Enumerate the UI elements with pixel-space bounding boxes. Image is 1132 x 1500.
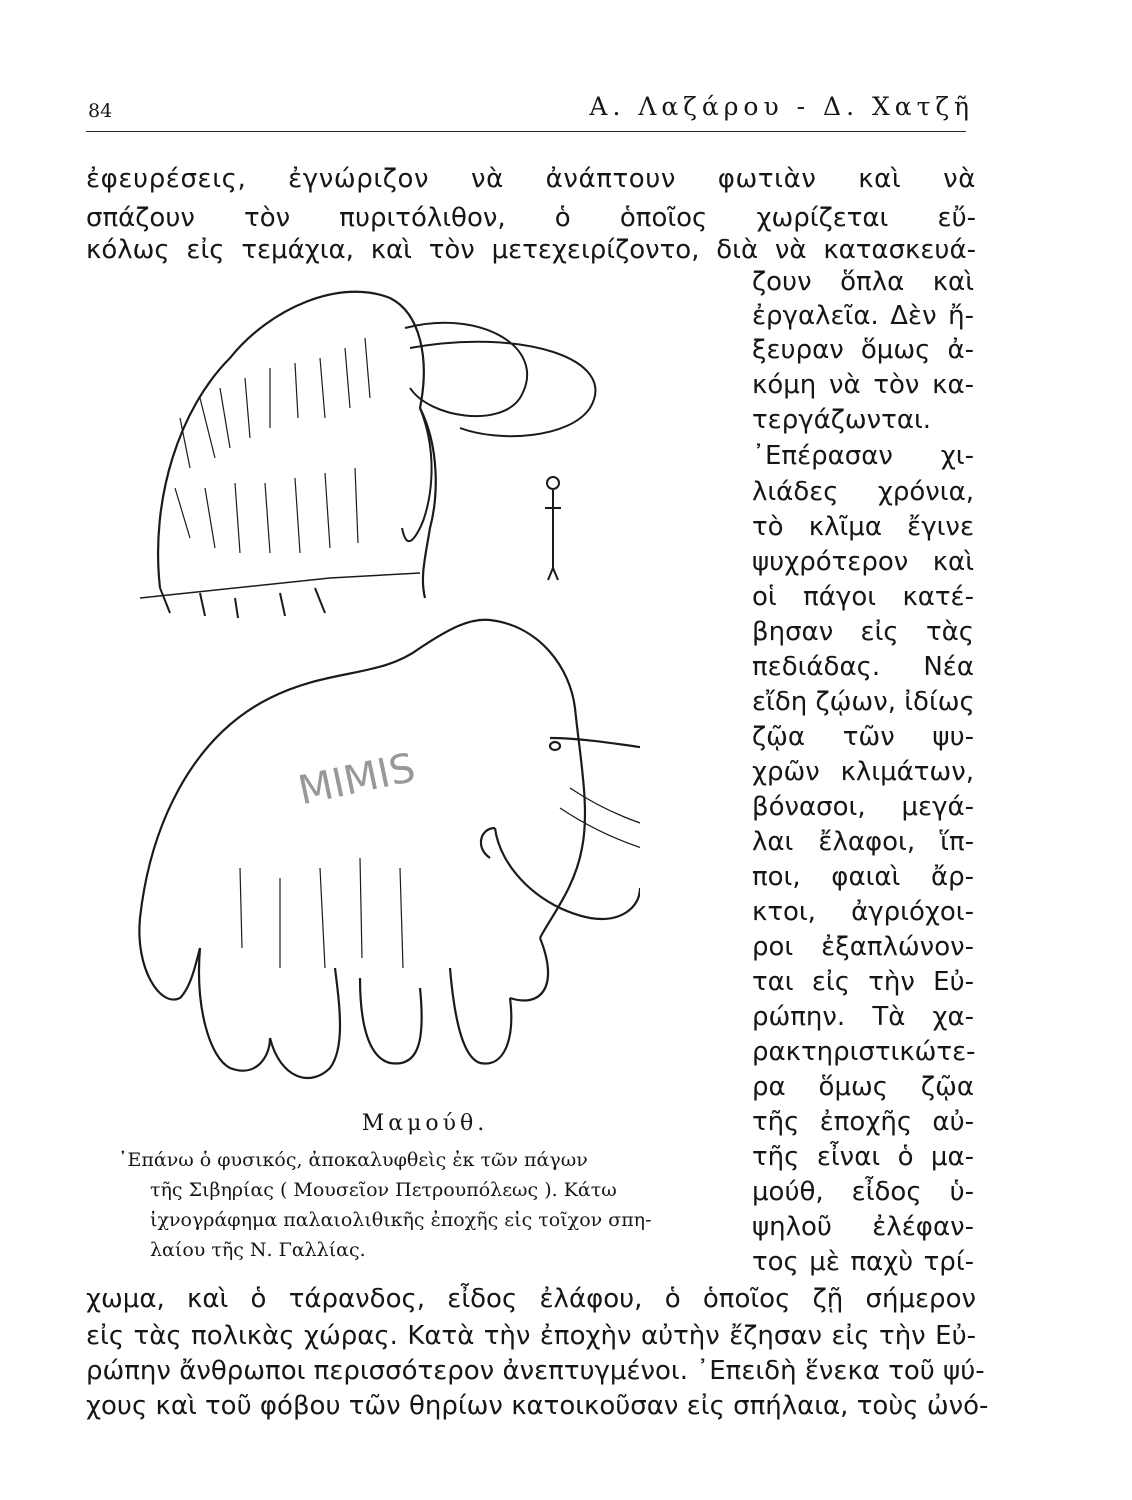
column-line: μούθ, εἶδος ὑ- bbox=[752, 1177, 974, 1207]
column-line: πεδιάδας. Νέα bbox=[752, 652, 974, 682]
column-line: οἱ πάγοι κατέ- bbox=[752, 582, 974, 612]
column-line: ρώπην. Τὰ χα- bbox=[752, 1002, 974, 1032]
column-line: βησαν εἰς τὰς bbox=[752, 617, 974, 647]
body-line: χους καὶ τοῦ φόβου τῶν θηρίων κατοικοῦσαν εἰς σπήλαια, τοὺς ὠνό- bbox=[86, 1391, 989, 1421]
column-line: ποι, φαιαὶ ἄρ- bbox=[752, 862, 974, 892]
column-line: ζῷα τῶν ψυ- bbox=[752, 722, 974, 752]
graffiti-text: MIMIS bbox=[294, 744, 420, 815]
column-line: τῆς εἶναι ὁ μα- bbox=[752, 1142, 974, 1172]
figure-caption-line: ᾽Επάνω ὁ φυσικός, ἀποκαλυφθεὶς ἐκ τῶν πάγων bbox=[118, 1149, 588, 1171]
column-line: λαι ἔλαφοι, ἵπ- bbox=[752, 827, 974, 857]
figure-caption-line: τῆς Σιβηρίας ( Μουσεῖον Πετρουπόλεως ). Κάτω bbox=[150, 1179, 617, 1201]
body-line: χωμα, καὶ ὁ τάρανδος, εἶδος ἐλάφου, ὁ ὁποῖος ζῇ σήμερον bbox=[86, 1284, 976, 1314]
column-line: ται εἰς τὴν Εὐ- bbox=[752, 967, 974, 997]
column-line: τὸ κλῖμα ἔγινε bbox=[752, 512, 974, 542]
figure-caption-line: λαίου τῆς Ν. Γαλλίας. bbox=[150, 1239, 366, 1261]
column-line: ξευραν ὅμως ἀ- bbox=[752, 335, 974, 365]
figure-caption-line: ἰχνογράφημα παλαιολιθικῆς ἐποχῆς εἰς τοῖχον σπη- bbox=[150, 1209, 652, 1231]
column-line: εἴδη ζῴων, ἰδίως bbox=[752, 687, 975, 717]
body-line: ἐφευρέσεις, ἐγνώριζον νὰ ἀνάπτουν φωτιὰν καὶ νὰ bbox=[86, 164, 976, 194]
column-line: τεργάζωνται. bbox=[752, 405, 932, 435]
mammoth-drawing-bottom bbox=[139, 620, 640, 1078]
header-rule bbox=[86, 131, 966, 132]
column-line: ᾽Επέρασαν χι- bbox=[752, 441, 974, 471]
body-line: εἰς τὰς πολικὰς χώρας. Κατὰ τὴν ἐποχὴν αὐτὴν ἔζησαν εἰς τὴν Εὐ- bbox=[86, 1321, 976, 1351]
column-line: ψυχρότερον καὶ bbox=[752, 547, 974, 577]
mammoth-drawing-top bbox=[140, 292, 595, 618]
column-line: ἐργαλεῖα. Δὲν ἤ- bbox=[752, 301, 974, 331]
column-line: ρακτηριστικώτε- bbox=[752, 1037, 976, 1067]
column-line: ρα ὅμως ζῷα bbox=[752, 1072, 974, 1102]
column-line: ροι ἐξαπλώνον- bbox=[752, 932, 974, 962]
column-line: ζουν ὅπλα καὶ bbox=[752, 267, 974, 297]
column-line: τος μὲ παχὺ τρί- bbox=[752, 1247, 974, 1277]
mammoth-figure bbox=[120, 268, 640, 1098]
page-number: 84 bbox=[88, 100, 113, 122]
column-line: βόνασοι, μεγά- bbox=[752, 792, 974, 822]
column-line: λιάδες χρόνια, bbox=[752, 477, 974, 507]
column-line: κτοι, ἀγριόχοι- bbox=[752, 897, 974, 927]
column-line: ψηλοῦ ἐλέφαν- bbox=[752, 1212, 974, 1242]
body-line: σπάζουν τὸν πυριτόλιθον, ὁ ὁποῖος χωρίζεται εὔ- bbox=[86, 203, 976, 233]
figure-caption-title: Μαμούθ. bbox=[361, 1111, 489, 1136]
column-line: χρῶν κλιμάτων, bbox=[752, 757, 974, 787]
column-line: κόμη νὰ τὸν κα- bbox=[752, 370, 974, 400]
body-line: ρώπην ἄνθρωποι περισσότερον ἀνεπτυγμένοι. ᾽Επειδὴ ἕνεκα τοῦ ψύ- bbox=[86, 1356, 985, 1386]
running-title: Α. Λαζάρου - Δ. Χατζῆ bbox=[589, 92, 974, 121]
column-line: τῆς ἐποχῆς αὐ- bbox=[752, 1107, 974, 1137]
body-line: κόλως εἰς τεμάχια, καὶ τὸν μετεχειρίζοντο, διὰ νὰ κατασκευά- bbox=[86, 235, 976, 265]
